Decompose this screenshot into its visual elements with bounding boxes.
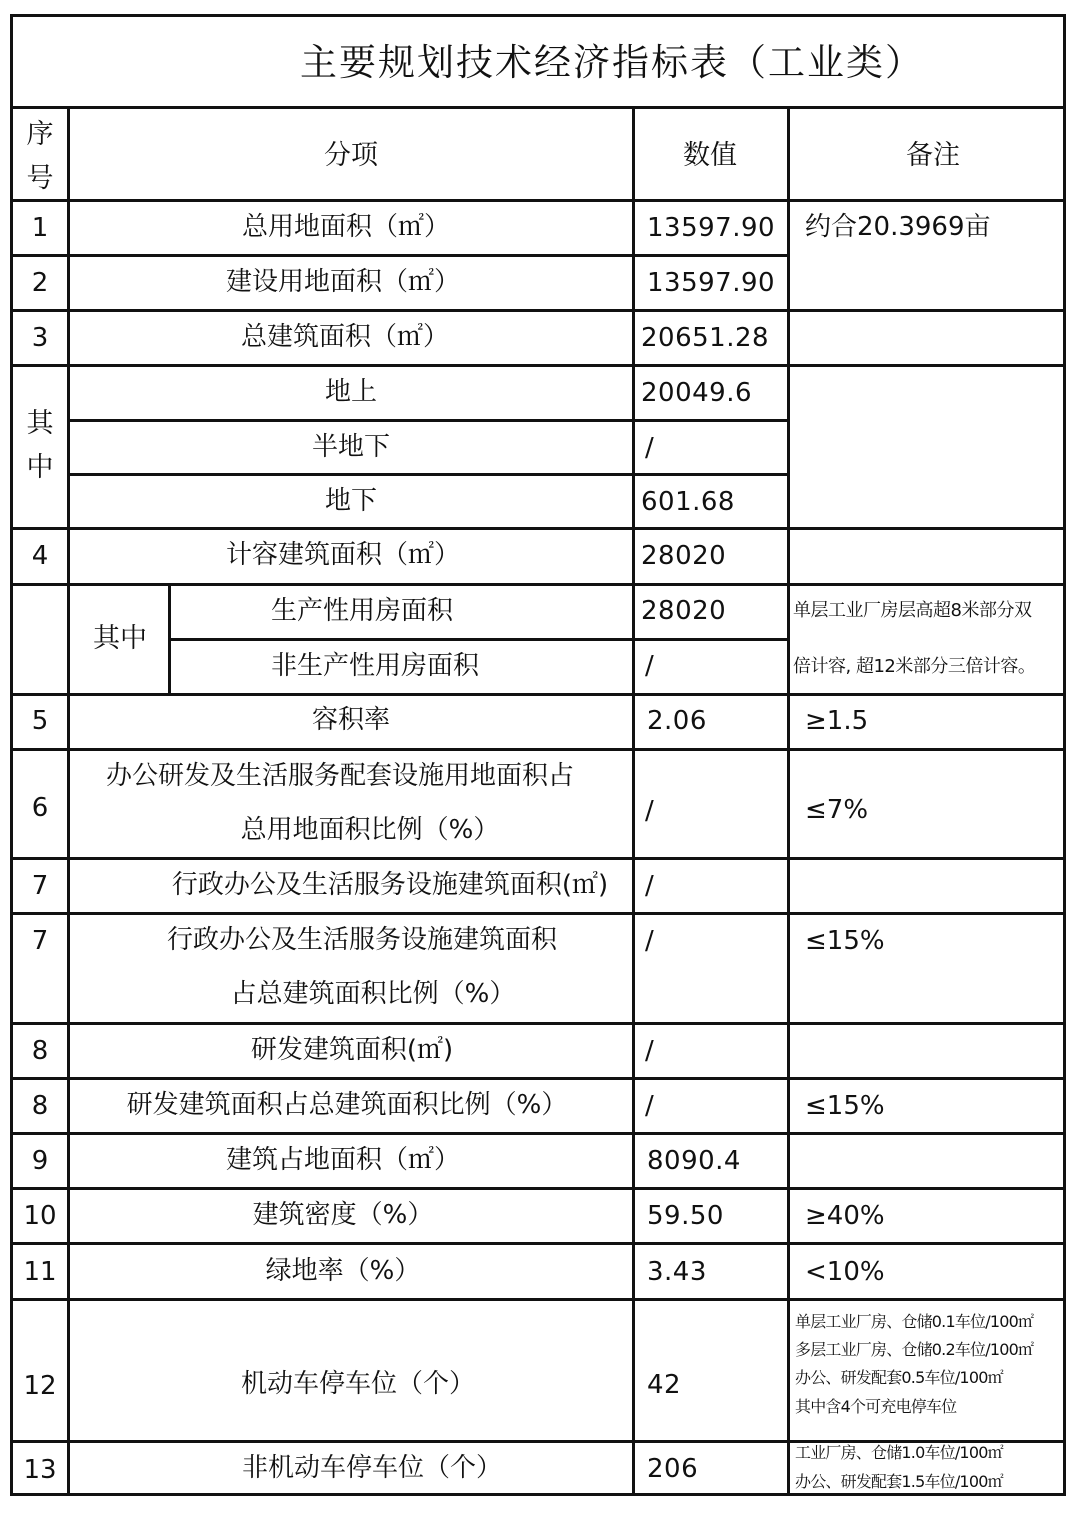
row-1-remark: 约合20.3969亩 — [805, 212, 991, 242]
row-7a-seq: 7 — [31, 871, 49, 901]
row-8a-value: / — [645, 1036, 655, 1066]
row-9-value: 8090.4 — [647, 1146, 741, 1176]
row-above-ground-item: 地上 — [324, 377, 378, 407]
remark-floor-line2: 倍计容, 超12米部分三倍计容。 — [793, 656, 1036, 677]
row-2-seq: 2 — [31, 268, 49, 298]
row-13-seq: 13 — [23, 1455, 57, 1485]
row-13-item: 非机动车停车位（个） — [241, 1453, 503, 1483]
row-1-value: 13597.90 — [647, 213, 776, 243]
row-basement-value: 601.68 — [641, 487, 735, 517]
row-above-ground-value: 20049.6 — [641, 378, 753, 408]
row-5-item: 容积率 — [311, 705, 391, 735]
row-1-item: 总用地面积（㎡） — [241, 212, 451, 242]
row-5-remark: ≥1.5 — [805, 706, 869, 736]
row-7b-remark: ≤15% — [805, 926, 885, 956]
row-production-value: 28020 — [641, 596, 727, 626]
row-3-item: 总建筑面积（㎡） — [240, 322, 450, 352]
row-5-value: 2.06 — [647, 706, 707, 736]
row-8a-seq: 8 — [31, 1036, 49, 1066]
row-3-seq: 3 — [31, 323, 49, 353]
row-10-seq: 10 — [23, 1201, 57, 1231]
row-6-item-line2: 总用地面积比例（%） — [240, 815, 500, 845]
row-production-item: 生产性用房面积 — [270, 596, 454, 626]
row-11-item: 绿地率（%） — [265, 1256, 421, 1286]
row-5-seq: 5 — [31, 706, 49, 736]
row-6-value: / — [645, 796, 655, 826]
row-6-remark: ≤7% — [805, 795, 869, 825]
row-11-remark: <10% — [805, 1257, 885, 1287]
remark-parking-line1: 单层工业厂房、仓储0.1车位/100㎡ — [795, 1312, 1034, 1331]
row-8a-item: 研发建筑面积(㎡) — [250, 1035, 454, 1065]
row-11-value: 3.43 — [647, 1257, 707, 1287]
row-12-value: 42 — [647, 1370, 682, 1400]
row-basement-item: 地下 — [324, 486, 378, 516]
remark-parking-line3: 办公、研发配套0.5车位/100㎡ — [795, 1368, 1003, 1387]
row-non-production-item: 非生产性用房面积 — [270, 651, 480, 681]
row-2-value: 13597.90 — [647, 268, 776, 298]
row-4-value: 28020 — [641, 541, 727, 571]
remark-bike-line1: 工业厂房、仓储1.0车位/100㎡ — [795, 1443, 1003, 1462]
header-value: 数值 — [683, 140, 737, 171]
header-remark: 备注 — [906, 140, 960, 171]
row-7a-value: / — [645, 871, 655, 901]
row-semi-basement-value: / — [645, 433, 655, 463]
row-10-value: 59.50 — [647, 1201, 724, 1231]
remark-bike-line2: 办公、研发配套1.5车位/100㎡ — [795, 1472, 1003, 1491]
row-7b-value: / — [645, 926, 655, 956]
row-7b-item-line2: 占总建筑面积比例（%） — [230, 979, 516, 1009]
row-4-seq: 4 — [31, 541, 49, 571]
group-label-floors: 其中 — [26, 408, 54, 483]
row-semi-basement-item: 半地下 — [311, 432, 391, 462]
row-8b-item: 研发建筑面积占总建筑面积比例（%） — [126, 1090, 568, 1120]
row-6-item-line1: 办公研发及生活服务配套设施用地面积占 — [105, 761, 575, 791]
row-1-seq: 1 — [31, 213, 49, 243]
row-8b-value: / — [645, 1091, 655, 1121]
row-7b-seq: 7 — [31, 926, 49, 956]
row-13-value: 206 — [647, 1454, 699, 1484]
row-9-seq: 9 — [31, 1146, 49, 1176]
row-8b-seq: 8 — [31, 1091, 49, 1121]
row-9-item: 建筑占地面积（㎡） — [225, 1145, 461, 1175]
row-10-item: 建筑密度（%） — [252, 1200, 434, 1230]
row-11-seq: 11 — [23, 1257, 57, 1287]
group-label-usage: 其中 — [93, 623, 147, 654]
row-4-item: 计容建筑面积（㎡） — [225, 540, 461, 570]
header-seq: 序号 — [26, 119, 54, 194]
row-2-item: 建设用地面积（㎡） — [225, 267, 461, 297]
remark-floor-line1: 单层工业厂房层高超8米部分双 — [793, 600, 1032, 621]
row-6-seq: 6 — [31, 793, 49, 823]
row-non-production-value: / — [645, 651, 655, 681]
remark-parking-line2: 多层工业厂房、仓储0.2车位/100㎡ — [795, 1340, 1034, 1359]
remark-parking-line4: 其中含4个可充电停车位 — [795, 1397, 957, 1416]
header-item: 分项 — [324, 140, 378, 171]
row-7a-item: 行政办公及生活服务设施建筑面积(㎡) — [171, 870, 609, 900]
row-8b-remark: ≤15% — [805, 1091, 885, 1121]
row-7b-item-line1: 行政办公及生活服务设施建筑面积 — [166, 925, 558, 955]
row-3-value: 20651.28 — [641, 323, 770, 353]
row-10-remark: ≥40% — [805, 1201, 885, 1231]
row-12-seq: 12 — [23, 1371, 57, 1401]
page-title: 主要规划技术经济指标表（工业类） — [300, 41, 924, 84]
row-12-item: 机动车停车位（个） — [240, 1369, 476, 1399]
